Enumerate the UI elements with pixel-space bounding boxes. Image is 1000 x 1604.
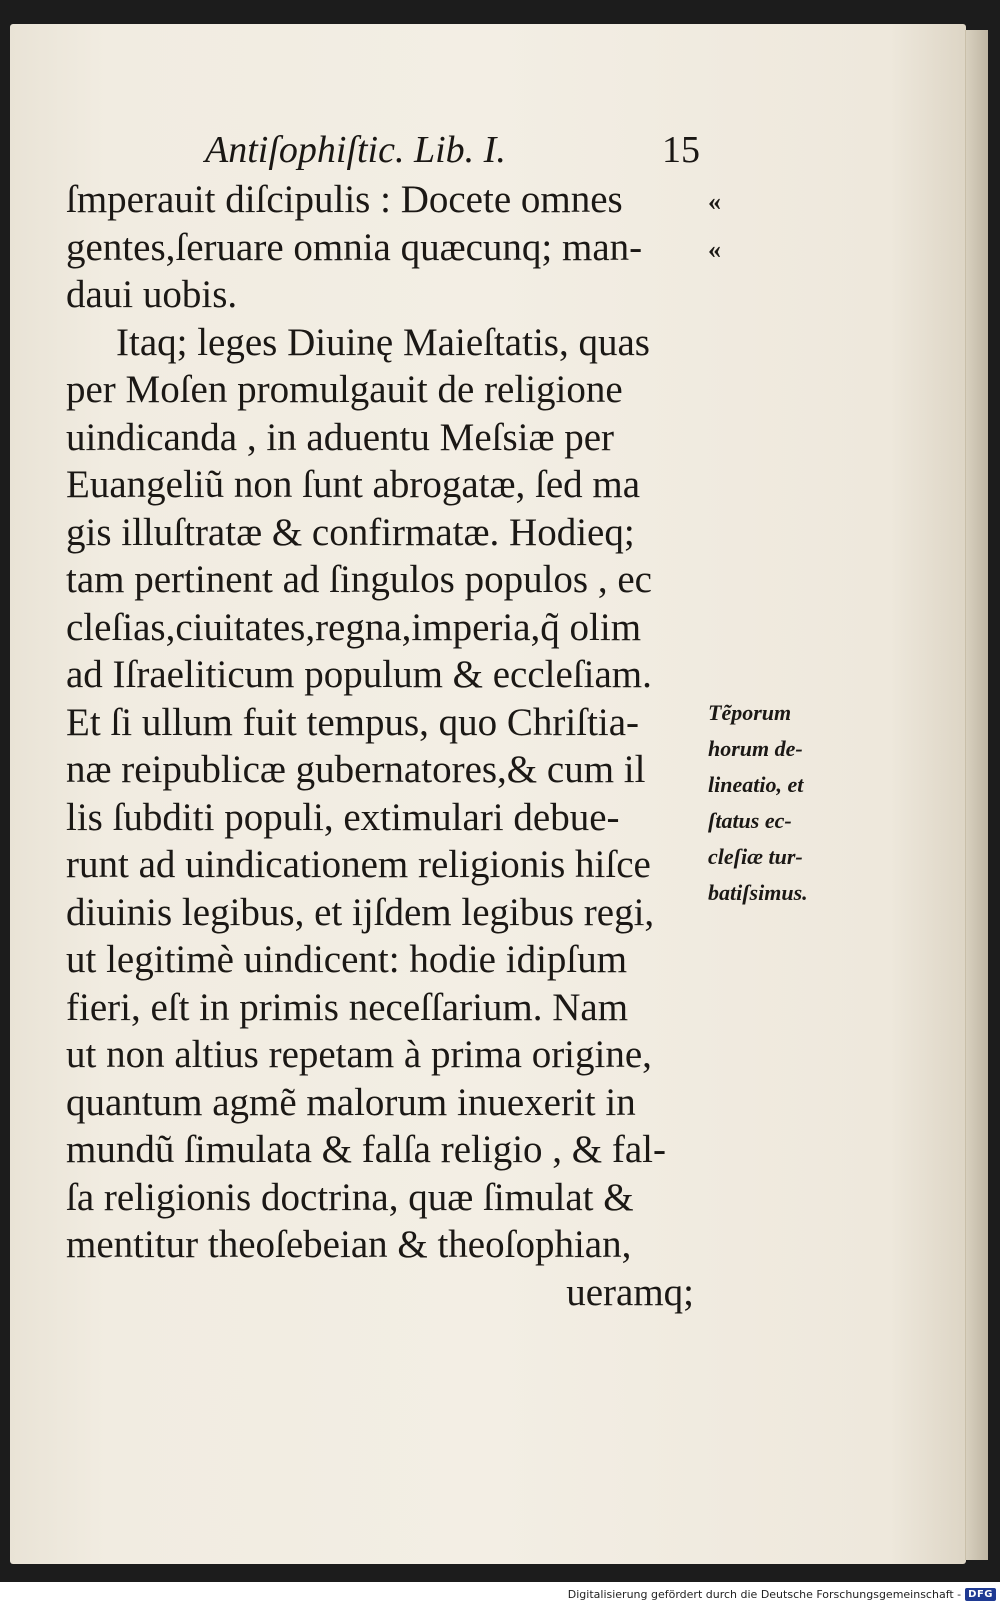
dfg-logo: DFG	[965, 1588, 996, 1601]
catchword: ueramq;	[566, 1270, 694, 1314]
text-line: lis ſubditi populi, extimulari debue-	[66, 795, 620, 839]
text-line: diuinis legibus, et ijſdem legibus regi,	[66, 890, 655, 934]
text-line: quantum agmẽ malorum inuexerit in	[66, 1080, 636, 1124]
text-line: tam pertinent ad ſingulos populos , ec	[66, 558, 652, 601]
text-line: ſa religionis doctrina, quæ ſimulat &	[66, 1175, 634, 1219]
text-line: mentitur theoſebeian & theoſophian,	[66, 1223, 632, 1266]
quote-mark: «	[708, 187, 721, 216]
page-number: 15	[662, 129, 700, 171]
digitization-footer	[568, 1585, 1000, 1604]
page-edge	[965, 30, 988, 1560]
text-line: mundũ ſimulata & falſa religio , & fal-	[66, 1128, 667, 1171]
text-line: ut legitimè uindicent: hodie idipſum	[66, 938, 628, 981]
quotation-marks	[708, 178, 748, 273]
text-line: ut non altius repetam à prima origine,	[66, 1033, 652, 1076]
text-line: runt ad uindicationem religionis hiſce	[66, 843, 651, 886]
text-line: uindicanda , in aduentu Meſsiæ per	[66, 415, 615, 459]
page-header	[70, 120, 700, 180]
text-line: næ reipublicæ gubernatores,& cum il	[66, 748, 646, 791]
text-line: Euangeliũ non ſunt abrogatæ, ſed ma	[66, 463, 641, 506]
marginal-note-line: ſtatus ec-	[708, 808, 792, 833]
text-line: fieri, eſt in primis neceſſarium. Nam	[66, 985, 629, 1029]
funding-credit: Digitalisierung gefördert durch die Deutsche Forschungsgemeinschaft -	[567, 1588, 962, 1601]
marginal-note	[708, 695, 838, 911]
text-line: cleſias,ciuitates,regna,imperia,q̃ olim	[66, 605, 642, 649]
text-line: ſmperauit diſcipulis : Docete omnes	[66, 178, 623, 221]
marginal-note-line: horum de-	[708, 736, 803, 761]
text-line: ad Iſraeliticum populum & eccleſiam.	[66, 653, 652, 696]
marginal-note-line: Tẽporum	[708, 700, 792, 725]
marginal-note-line: lineatio, et	[708, 772, 804, 797]
text-line: Et ſi ullum fuit tempus, quo Chriſtia-	[66, 700, 640, 744]
quote-mark: «	[708, 234, 721, 264]
text-line: daui uobis.	[66, 273, 238, 316]
text-line: Itaq; leges Diuinę Maieſtatis, quas	[116, 320, 650, 364]
text-line: gentes,ſeruare omnia quæcunq; man-	[66, 225, 643, 269]
text-line: per Moſen promulgauit de religione	[66, 368, 623, 411]
marginal-note-line: cleſiæ tur-	[708, 844, 803, 869]
marginal-note-line: batiſsimus.	[708, 880, 808, 905]
running-title: Antiſophiſtic. Lib. I.	[205, 129, 506, 171]
text-line: gis illuſtratæ & confirmatæ. Hodieq;	[66, 510, 635, 554]
main-text-block	[66, 176, 696, 1316]
